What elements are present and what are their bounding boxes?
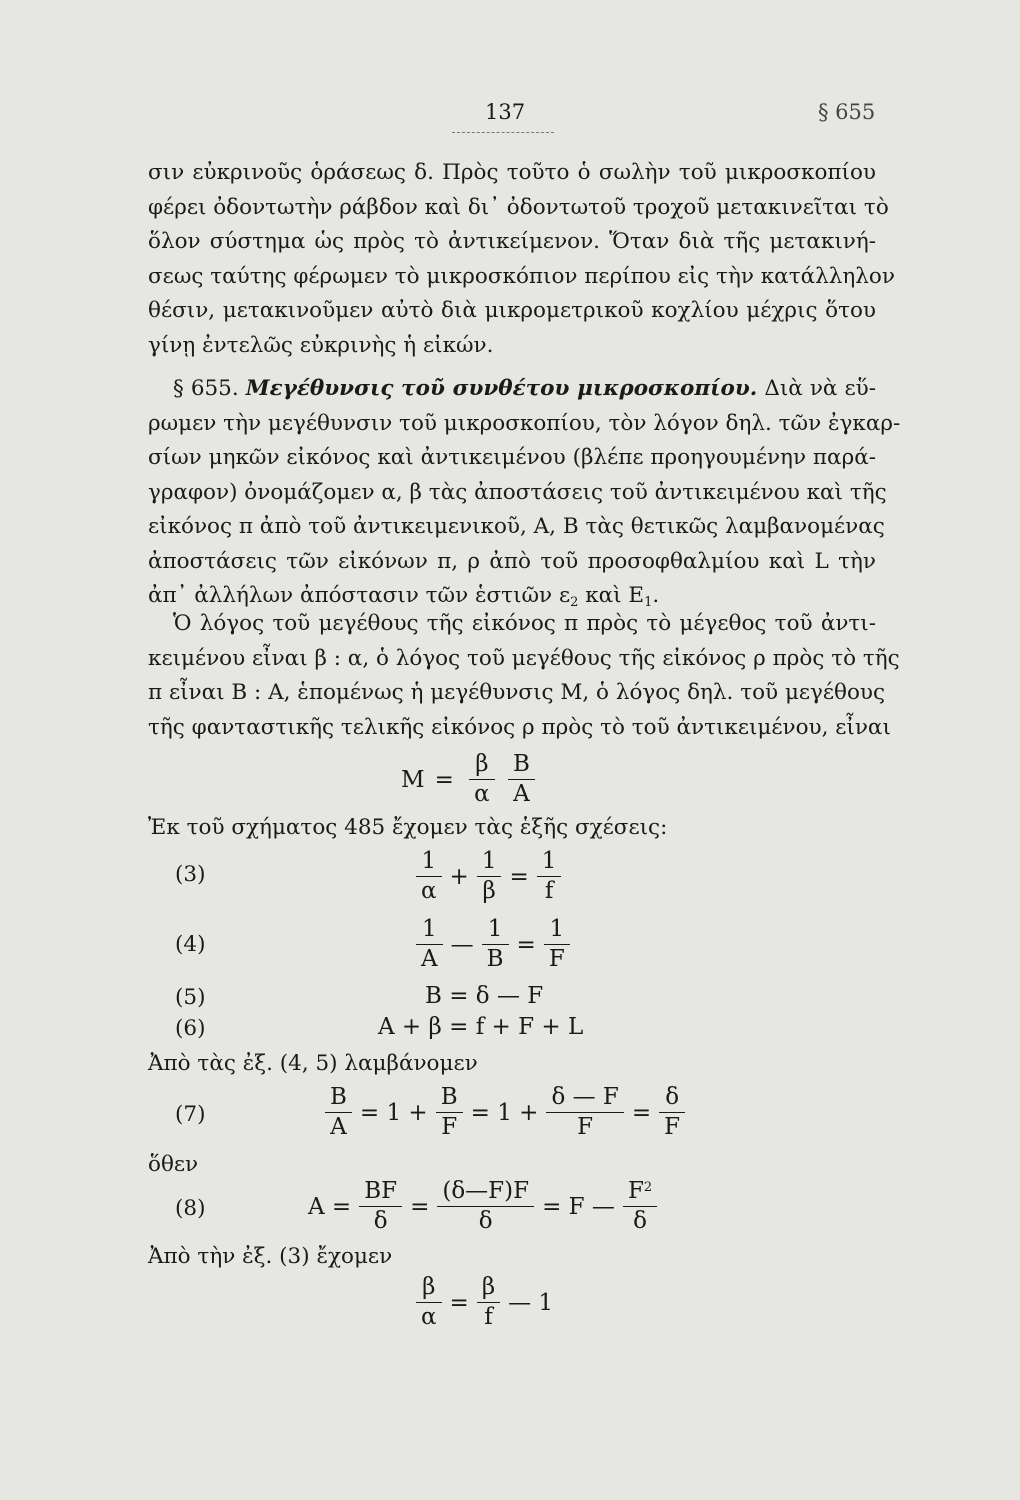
equation-magnification [396, 750, 538, 809]
text-line: σεως ταύτης φέρωμεν τὸ μικροσκόπιον περίπου εἰς τὴν κατάλληλον [148, 263, 895, 289]
fraction [477, 847, 502, 906]
numerator [623, 1177, 657, 1207]
magnification-paragraph [148, 607, 900, 745]
text-line: π εἶναι Β : Α, ἑπομένως ἡ μεγέθυνσις Μ, ὁ λόγος δηλ. τοῦ μεγέθους [148, 680, 886, 705]
numerator: δ [659, 1083, 685, 1113]
equation-7 [322, 1083, 688, 1142]
eq-symbol: = 1 + [359, 1099, 428, 1126]
numerator: (δ—F)F [437, 1177, 534, 1207]
denominator: F [664, 1114, 681, 1140]
text-fragment: Διὰ νὰ εὕ- [764, 376, 876, 401]
numerator: 1 [544, 915, 570, 945]
paragraph-continued [148, 156, 895, 363]
section-number: § 655. [173, 376, 239, 401]
text-line: τῆς φανταστικῆς τελικῆς εἰκόνος ρ πρὸς τὸ τοῦ ἀντικειμένου, εἶναι [148, 714, 891, 740]
denominator: δ [478, 1208, 493, 1234]
denominator: f [544, 878, 554, 904]
text-fragment: καὶ Ε [578, 583, 645, 608]
fraction [508, 750, 535, 809]
fraction [477, 1273, 500, 1332]
numerator: β [477, 1273, 500, 1303]
eq-symbol: = [434, 766, 454, 793]
text-line: Ἀπὸ τὰς ἐξ. (4, 5) λαμβάνομεν [148, 1051, 478, 1076]
text-line: φέρει ὀδοντωτὴν ράβδον καὶ δι᾽ ὀδοντωτοῦ τροχοῦ μετακινεῖται τὸ [148, 194, 889, 220]
equation-label: (4) [175, 932, 206, 957]
eq-symbol: = 1 + [470, 1099, 539, 1126]
numerator: β [469, 750, 495, 780]
equation-5: B = δ — F [425, 983, 544, 1009]
text-line: κειμένου εἶναι β : α, ὁ λόγος τοῦ μεγέθους τῆς εἰκόνος ρ πρὸς τὸ τῆς [148, 645, 900, 671]
denominator: α [421, 1304, 437, 1330]
equation-label: (8) [175, 1196, 206, 1221]
text-line: Ἐκ τοῦ σχήματος 485 ἔχομεν τὰς ἑξῆς σχέσεις: [148, 815, 668, 840]
section-reference: § 655 [818, 100, 876, 124]
numerator: 1 [482, 915, 509, 945]
text-line: Ὁ λόγος τοῦ μεγέθους τῆς εἰκόνος π πρὸς τὸ μέγεθος τοῦ ἀντι- [173, 611, 876, 636]
denominator: δ [373, 1208, 388, 1234]
eq-symbol: = [410, 1193, 430, 1220]
text-line: ρωμεν τὴν μεγέθυνσιν τοῦ μικροσκοπίου, τὸν λόγον δηλ. τῶν ἐγκαρ- [148, 410, 901, 436]
equation-label: (5) [175, 985, 206, 1010]
page-number-rule [452, 132, 554, 133]
denominator: B [486, 946, 504, 972]
numerator: 1 [537, 847, 562, 877]
eq-symbol: M [401, 766, 425, 793]
eq-symbol: — [450, 931, 474, 958]
eq-symbol: A = [308, 1193, 352, 1220]
eq-symbol: = [509, 863, 529, 890]
fraction [544, 915, 570, 974]
fraction [416, 1273, 442, 1332]
equation-8 [303, 1177, 660, 1236]
numerator-base: F [627, 1178, 644, 1204]
equation-3 [413, 847, 564, 906]
denominator: f [484, 1304, 493, 1330]
text-line: γίνῃ ἐντελῶς εὐκρινὴς ἡ εἰκών. [148, 332, 494, 358]
fraction [437, 1177, 534, 1236]
fraction [436, 1083, 463, 1142]
fraction [623, 1177, 657, 1236]
equation-9 [413, 1273, 558, 1332]
subscript: 2 [570, 595, 579, 610]
equation-label: (6) [175, 1016, 206, 1041]
text-line: σιν εὐκρινοῦς ὁράσεως δ. Πρὸς τοῦτο ὁ σωλὴν τοῦ μικροσκοπίου [148, 160, 876, 185]
eq-symbol: = [516, 931, 536, 958]
section-title: Μεγέθυνσις τοῦ συνθέτου μικροσκοπίου. [245, 376, 758, 401]
section-655-paragraph [148, 372, 901, 614]
subscript: 1 [644, 595, 653, 610]
denominator: β [482, 878, 496, 904]
numerator: B [325, 1083, 352, 1113]
denominator: F [441, 1114, 458, 1140]
fraction [359, 1177, 402, 1236]
equation-label: (3) [175, 862, 206, 887]
eq-symbol: — 1 [508, 1289, 554, 1316]
section-first-line [148, 372, 876, 407]
text-line: σίων μηκῶν εἰκόνος καὶ ἀντικειμένου (βλέπε προηγουμένην παρά- [148, 445, 876, 470]
denominator: F [548, 946, 565, 972]
denominator: α [421, 878, 437, 904]
text-fragment: ἀπ᾽ ἀλλήλων ἀπόστασιν τῶν ἑστιῶν ε [148, 583, 571, 608]
text-line: εἰκόνος π ἀπὸ τοῦ ἀντικειμενικοῦ, Α, Β τὰς θετικῶς λαμβανομένας [148, 514, 885, 539]
page-number: 137 [485, 100, 526, 124]
numerator: β [416, 1273, 442, 1303]
text-fragment: . [652, 583, 660, 608]
fraction [537, 847, 562, 906]
text-line: ὅθεν [148, 1152, 199, 1177]
text-line: Ἀπὸ τὴν ἐξ. (3) ἔχομεν [148, 1244, 393, 1269]
text-line: θέσιν, μετακινοῦμεν αὐτὸ διὰ μικρομετρικοῦ κοχλίου μέχρις ὅτου [148, 298, 876, 323]
denominator: F [577, 1114, 594, 1140]
fraction [325, 1083, 352, 1142]
fraction [416, 847, 442, 906]
numerator: B [436, 1083, 463, 1113]
numerator: 1 [477, 847, 502, 877]
fraction [546, 1083, 623, 1142]
fraction [469, 750, 495, 809]
text-line: γραφον) ὀνομάζομεν α, β τὰς ἀποστάσεις τοῦ ἀντικειμένου καὶ τῆς [148, 479, 887, 505]
numerator: 1 [416, 915, 443, 945]
text-line: ἀποστάσεις τῶν εἰκόνων π, ρ ἀπὸ τοῦ προσοφθαλμίου καὶ L τὴν [148, 548, 876, 574]
denominator: A [513, 781, 530, 807]
equation-6: A + β = f + F + L [378, 1014, 584, 1040]
eq-symbol: = F — [542, 1193, 615, 1220]
text-line: ὅλον σύστημα ὡς πρὸς τὸ ἀντικείμενον. Ὅταν διὰ τῆς μετακινή- [148, 229, 876, 254]
numerator: 1 [416, 847, 442, 877]
numerator: BF [359, 1177, 402, 1207]
equation-4 [413, 915, 573, 974]
equation-label: (7) [175, 1102, 206, 1127]
eq-symbol: = [631, 1099, 652, 1126]
denominator: A [330, 1114, 347, 1140]
denominator: δ [633, 1208, 647, 1234]
denominator: A [421, 946, 438, 972]
superscript: 2 [643, 1180, 653, 1195]
numerator: δ — F [546, 1083, 623, 1113]
numerator: B [508, 750, 535, 780]
fraction [482, 915, 509, 974]
fraction [416, 915, 443, 974]
eq-symbol: + [449, 863, 469, 890]
denominator: α [474, 781, 490, 807]
eq-symbol: = [449, 1289, 469, 1316]
page-header [0, 100, 1020, 140]
fraction [659, 1083, 685, 1142]
